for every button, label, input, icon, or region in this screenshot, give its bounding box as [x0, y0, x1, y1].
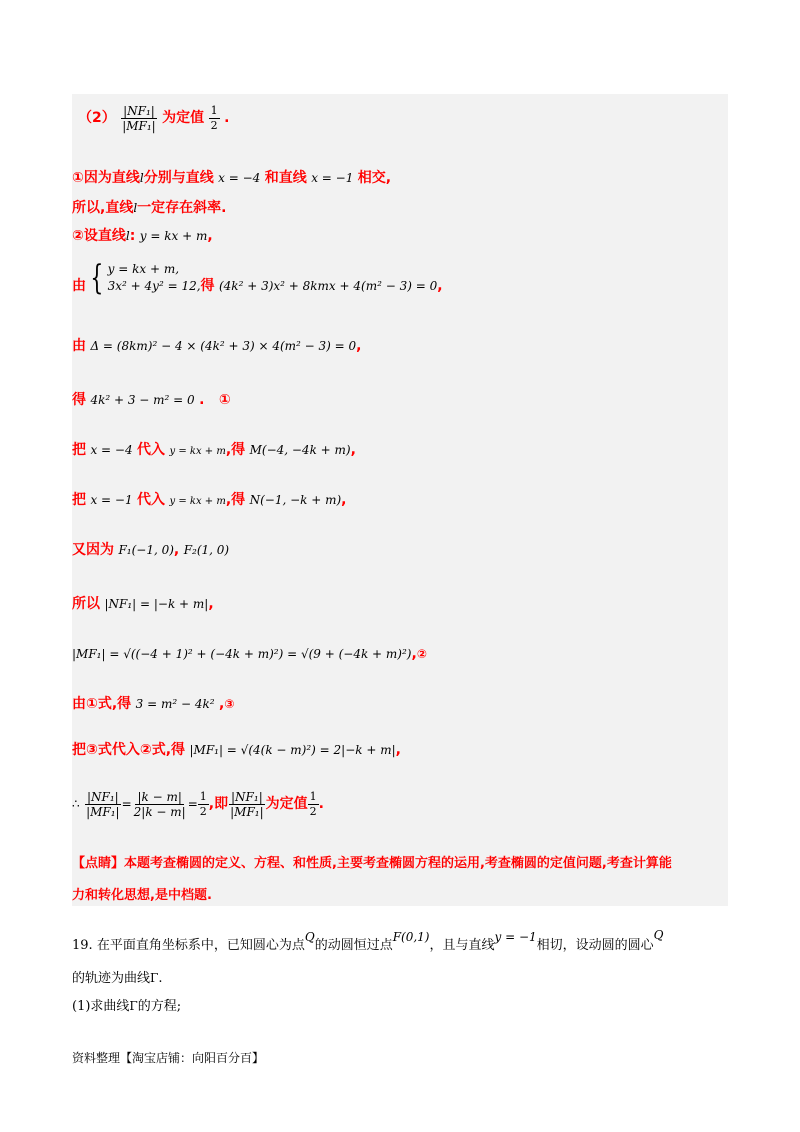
result1-line: 得 4k² + 3 − m² = 0 . ①: [72, 392, 231, 408]
question-19-part-1: (1)求曲线Γ的方程;: [72, 999, 182, 1014]
sub-n-line: 把 x = −1 代入 y = kx + m,得 N(−1, −k + m),: [72, 492, 347, 508]
system-line: 由 { y = kx + m, 3x² + 4y² = 12, 得 (4k² + 3)x² + 8kmx + 4(m² − 3) = 0,: [72, 258, 443, 298]
conclusion-line: ∴ $\frac{\text{|NF₁|}}{\text{|MF₁|}}$ = $\frac{|k - m|}{2|k - m|}$ = $\frac{1}{2}$ ,即 $\frac{\text{|NF₁|}}{\text{|MF₁|}}$ 为定值 $\frac{1}{2}$ .: [72, 789, 324, 819]
question-19-line-2: 的轨迹为曲线Γ.: [72, 971, 163, 986]
comment-line-1: 【点睛】本题考查椭圆的定义、方程、和性质,主要考查椭圆方程的运用,考查椭圆的定值问题,考查计算能: [72, 856, 672, 871]
step1-line: ①因为直线l分别与直线 x = −4 和直线 x = −1 相交,: [72, 170, 392, 186]
nf1-line: 所以 |NF₁| = |−k + m|,: [72, 596, 214, 612]
eq3-line: 由①式,得 3 = m² − 4k² ,③: [72, 696, 235, 712]
left-brace-icon: {: [90, 258, 104, 298]
conclusion-fraction-1: $\frac{\text{|NF₁|}}{\text{|MF₁|}}$: [86, 789, 120, 819]
conclusion-fraction-3: $\frac{1}{2}$: [199, 789, 207, 818]
sub-m-line: 把 x = −4 代入 y = kx + m,得 M(−4, −4k + m),: [72, 442, 356, 458]
step2-line: ②设直线l: y = kx + m,: [72, 228, 213, 244]
foci-line: 又因为 F₁(−1, 0), F₂(1, 0): [72, 542, 230, 558]
half-fraction: $\frac{1}{2}$: [210, 103, 218, 132]
footer-source: 资料整理【淘宝店铺：向阳百分百】: [72, 1051, 265, 1065]
comment-line-2: 力和转化思想,是中档题.: [72, 888, 212, 903]
conclusion-fraction-5: $\frac{1}{2}$: [309, 789, 317, 818]
conclusion-fraction-4: $\frac{\text{|NF₁|}}{\text{|MF₁|}}$: [230, 789, 264, 819]
sub3-line: 把③式代入②式,得 |MF₁| = √(4(k − m)²) = 2|−k + m|,: [72, 742, 401, 758]
delta-line: 由 Δ = (8km)² − 4 × (4k² + 3) × 4(m² − 3) = 0,: [72, 338, 362, 354]
mf1-line: |MF₁| = √((−4 + 1)² + (−4k + m)²) = √(9 + (−4k + m)²),②: [72, 646, 427, 662]
step1b-line: 所以,直线l一定存在斜率.: [72, 200, 227, 216]
conclusion-fraction-2: $\frac{|k - m|}{2|k - m|}$: [133, 789, 186, 819]
part2-heading: （2） $\frac{\text{|NF₁|}}{\text{|MF₁|}}$ 为定值 $\frac{1}{2}$ .: [78, 103, 230, 133]
question-19-line-1: 19. 在平面直角坐标系中，已知圆心为点Q的动圆恒过点F(0,1)，且与直线y = −1相切，设动圆的圆心Q: [72, 928, 664, 953]
ratio-fraction: $\frac{\text{|NF₁|}}{\text{|MF₁|}}$: [122, 103, 156, 133]
equation-system: { y = kx + m, 3x² + 4y² = 12,: [90, 258, 201, 298]
